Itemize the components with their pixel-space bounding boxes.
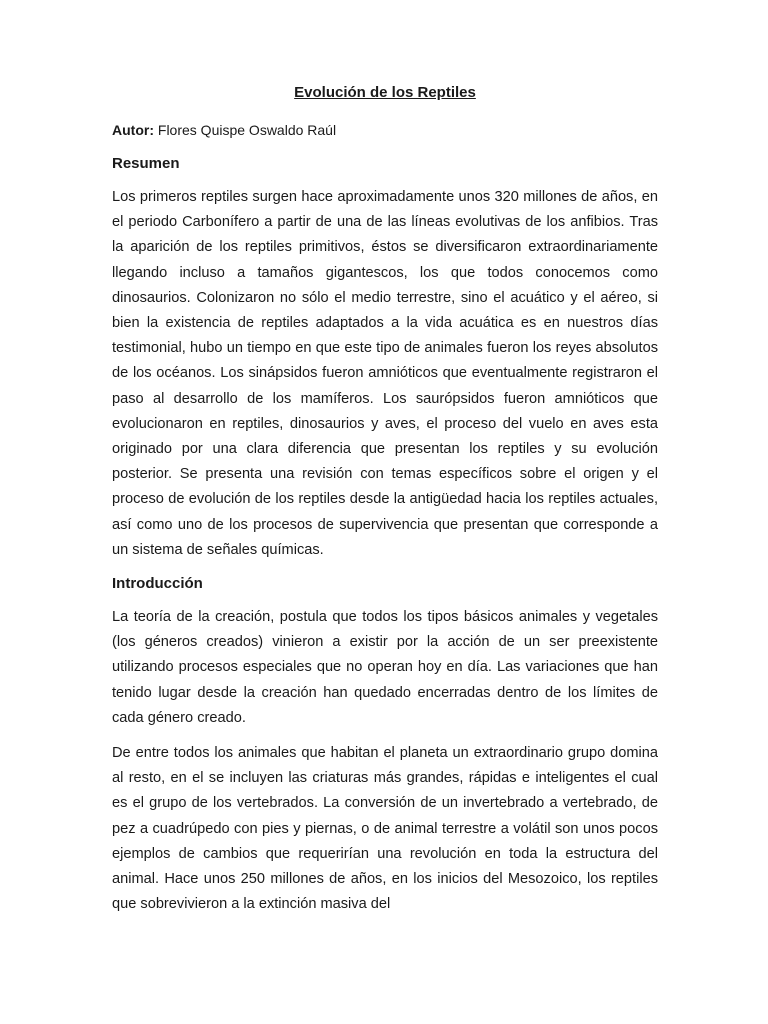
author-line [112,119,658,141]
author-label: Autor: [112,122,154,138]
paragraph-introduccion-2: De entre todos los animales que habitan el planeta un extraordinario grupo domina al resto, en el se incluyen las criaturas más grandes, rápidas e inteligentes el cual es el grupo de los vertebrados. La conversión de un invertebrado a vertebrado, de pez a cuadrúpedo con pies y piernas, o de animal terrestre a volátil son unos pocos ejemplos de cambios que requerirían una revolución en toda la estructura del animal. Hace unos 250 millones de años, en los inicios del Mesozoico, los reptiles que sobrevivieron a la extinción masiva del [112,745,658,913]
paragraph-introduccion-1: La teoría de la creación, postula que todos los tipos básicos animales y vegetales (los géneros creados) vinieron a existir por la acción de un ser preexistente utilizando procesos especiales que no operan hoy en día. Las variaciones que han tenido lugar desde la creación han quedado encerradas dentro de los límites de cada género creado. [112,609,658,726]
author-name: Flores Quispe Oswaldo Raúl [157,122,337,138]
section-heading-introduccion: Introducción [112,575,203,593]
section-heading-resumen: Resumen [112,155,180,172]
paragraph-resumen: Los primeros reptiles surgen hace aproximadamente unos 320 millones de años, en el periodo Carbonífero a partir de una de las líneas evolutivas de los anfibios. Tras la aparición de los reptiles primitivos, éstos se diversificaron extraordinariamente llegando incluso a tamaños gigantescos, los que todos conocemos como dinosaurios. Colonizaron no sólo el medio terrestre, sino el acuático y el aéreo, si bien la existencia de reptiles adaptados a la vida acuática es en nuestros días testimonial, hubo un tiempo en que este tipo de animales fueron los reyes absolutos de los océanos. Los sinápsidos fueron amnióticos que eventualmente registraron el paso al desarrollo de los mamíferos. Los saurópsidos fueron amnióticos que evolucionaron en reptiles, dinosaurios y aves, el proceso del vuelo en aves esta originado por una clara diferencia que presentan los reptiles y su evolución posterior. Se presenta una revisión con temas específicos sobre el origen y el proceso de evolución de los reptiles desde la antigüedad hacia los reptiles actuales, así como uno de los procesos de supervivencia que presentan que corresponde a un sistema de señales químicas. [112,189,658,558]
document-title: Evolución de los Reptiles [294,84,476,101]
document-page [112,82,658,927]
